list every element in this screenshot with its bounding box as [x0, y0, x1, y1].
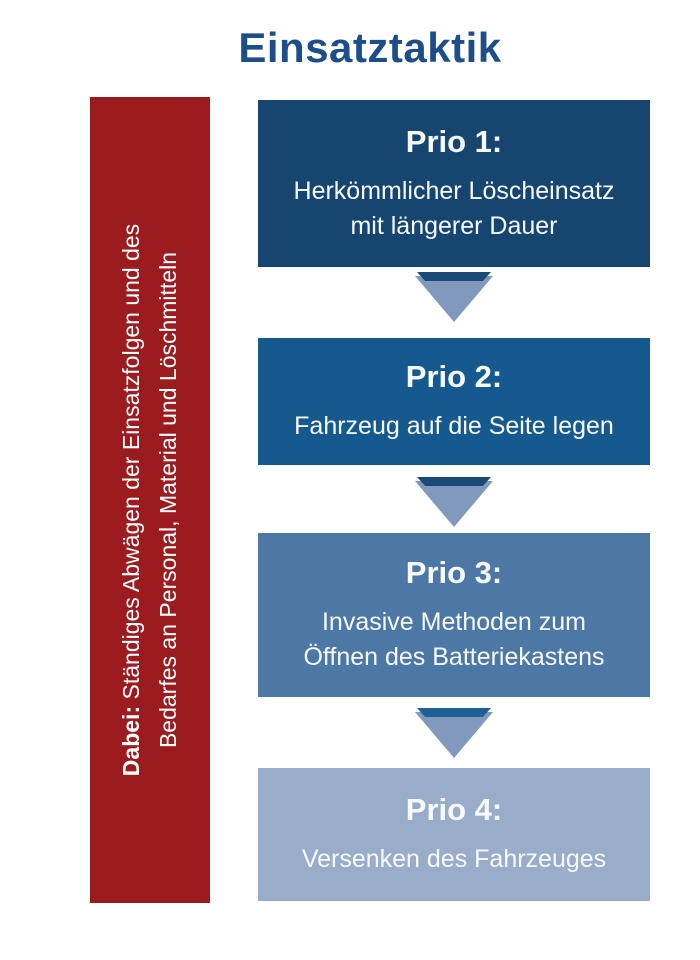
down-arrow-bar [417, 708, 491, 717]
sidebar-note-emphasis: Dabei: [118, 705, 144, 777]
prio-1-body [294, 174, 615, 244]
sidebar-note-text [113, 224, 187, 776]
down-arrow-icon [415, 272, 493, 324]
prio-4-body-line: Versenken des Fahrzeuges [301, 845, 607, 873]
down-arrow-triangle [415, 481, 493, 527]
down-arrow-icon [415, 708, 493, 760]
down-arrow-bar [417, 477, 491, 486]
prio-4-body [302, 842, 606, 877]
page-title: Einsatztaktik [238, 24, 502, 71]
down-arrow-triangle [415, 276, 493, 322]
prio-2-box [258, 338, 650, 465]
prio-1-box [258, 100, 650, 267]
down-arrow-bar [417, 272, 491, 281]
down-arrow-icon [415, 477, 493, 529]
prio-2-body [294, 409, 614, 444]
prio-3-box [258, 533, 650, 697]
sidebar-note-line1-rest: Ständiges Abwägen der Einsatzfolgen und des [118, 223, 144, 706]
prio-1-heading: Prio 1: [405, 123, 503, 159]
sidebar-note-line1 [113, 224, 150, 776]
prio-1-body-line: mit längerer Dauer [350, 211, 558, 240]
prio-2-heading: Prio 2: [405, 359, 503, 394]
prio-4-heading: Prio 4: [405, 792, 503, 827]
prio-3-heading: Prio 3: [405, 555, 503, 590]
prio-4-box [258, 768, 650, 901]
sidebar-note [90, 97, 210, 903]
prio-2-body-line: Fahrzeug auf die Seite legen [294, 412, 614, 440]
prio-3-body-line: Öffnen des Batteriekastens [303, 643, 605, 671]
prio-3-body-line: Invasive Methoden zum [321, 608, 587, 636]
down-arrow-triangle [415, 712, 493, 758]
prio-3-body [303, 605, 604, 675]
sidebar-note-line2: Bedarfes an Personal, Material und Löschmitteln [155, 251, 181, 749]
prio-1-body-line: Herkömmlicher Löscheinsatz [293, 176, 615, 205]
